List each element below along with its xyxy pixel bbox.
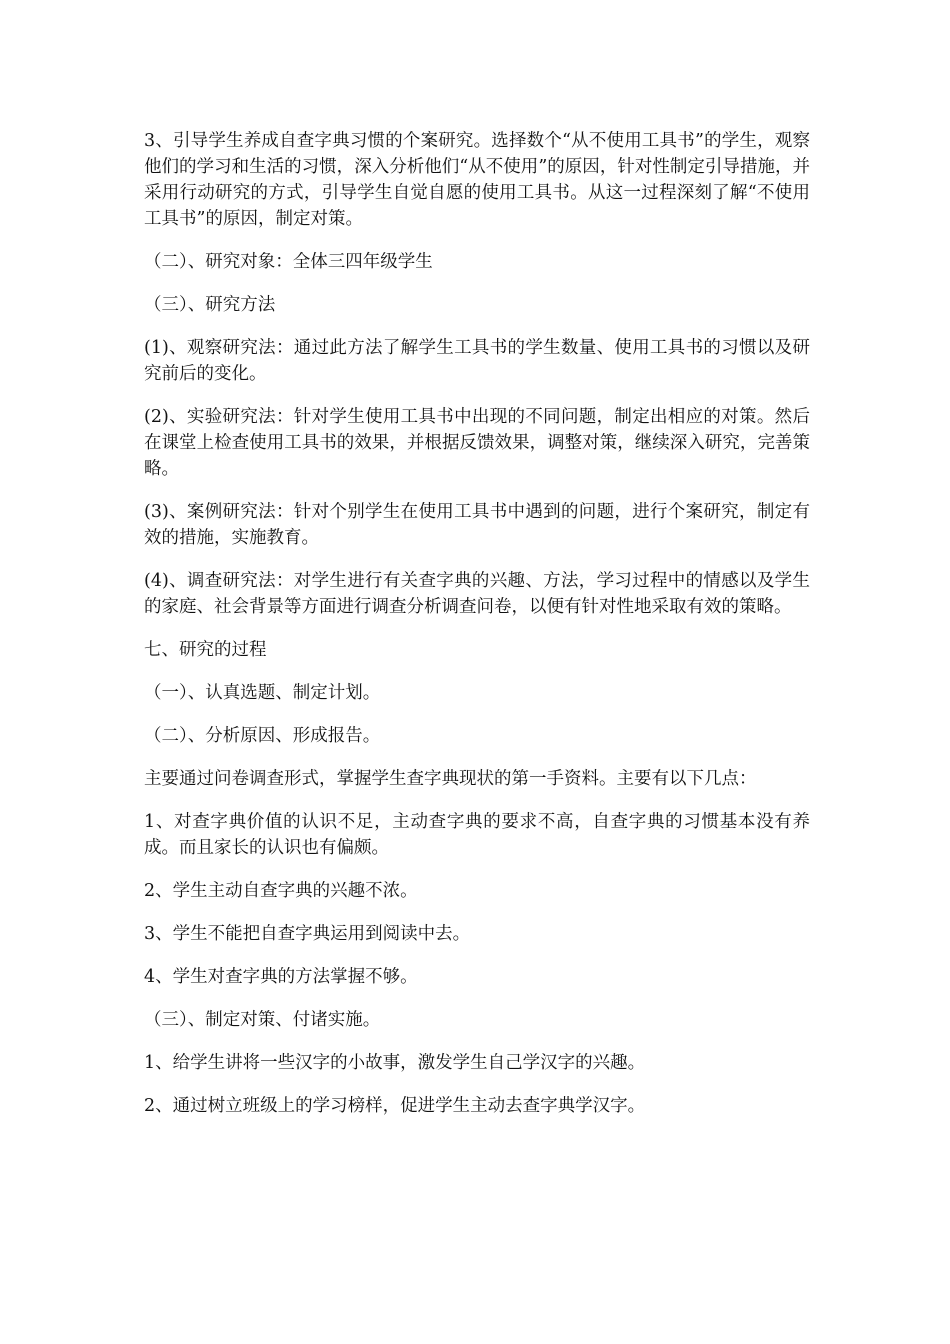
paragraph-step-two: （二）、分析原因、形成报告。 <box>144 726 381 746</box>
paragraph-method-observation: (1)、观察研究法：通过此方法了解学生工具书的学生数量、使用工具书的习惯以及研究前后的变化。 <box>144 338 810 384</box>
list-item-finding-2: 2、学生主动自查字典的兴趣不浓。 <box>144 881 418 901</box>
paragraph-method-case: (3)、案例研究法：针对个别学生在使用工具书中遇到的问题，进行个案研究，制定有效的措施，实施教育。 <box>144 502 810 548</box>
list-item-measure-2: 2、通过树立班级上的学习榜样，促进学生主动去查字典学汉字。 <box>144 1096 646 1116</box>
paragraph-case-study: 3、引导学生养成自查字典习惯的个案研究。选择数个“从不使用工具书”的学生，观察他们的学习和生活的习惯，深入分析他们“从不使用”的原因，针对性制定引导措施，并采用行动研究的方式，引导学生自觉自愿的使用工具书。从这一过程深刻了解“不使用工具书”的原因，制定对策。 <box>144 131 810 229</box>
paragraph-research-methods-heading: （三）、研究方法 <box>144 295 276 315</box>
list-item-finding-1: 1、对查字典价值的认识不足，主动查字典的要求不高，自查字典的习惯基本没有养成。而且家长的认识也有偏颇。 <box>144 812 810 858</box>
paragraph-method-experiment: (2)、实验研究法：针对学生使用工具书中出现的不同问题，制定出相应的对策。然后在课堂上检查使用工具书的效果，并根据反馈效果，调整对策，继续深入研究，完善策略。 <box>144 407 810 479</box>
section-heading-research-process: 七、研究的过程 <box>144 640 267 660</box>
paragraph-research-subjects: （二）、研究对象：全体三四年级学生 <box>144 252 433 272</box>
paragraph-method-survey: (4)、调查研究法：对学生进行有关查字典的兴趣、方法，学习过程中的情感以及学生的家庭、社会背景等方面进行调查分析调查问卷，以便有针对性地采取有效的策略。 <box>144 571 810 617</box>
paragraph-step-one: （一）、认真选题、制定计划。 <box>144 683 381 703</box>
paragraph-survey-summary: 主要通过问卷调查形式，掌握学生查字典现状的第一手资料。主要有以下几点： <box>144 769 757 789</box>
paragraph-step-three: （三）、制定对策、付诸实施。 <box>144 1010 381 1030</box>
list-item-finding-4: 4、学生对查字典的方法掌握不够。 <box>144 967 418 987</box>
list-item-finding-3: 3、学生不能把自查字典运用到阅读中去。 <box>144 924 471 944</box>
document-body <box>144 128 810 1136</box>
list-item-measure-1: 1、给学生讲将一些汉字的小故事，激发学生自己学汉字的兴趣。 <box>144 1053 646 1073</box>
